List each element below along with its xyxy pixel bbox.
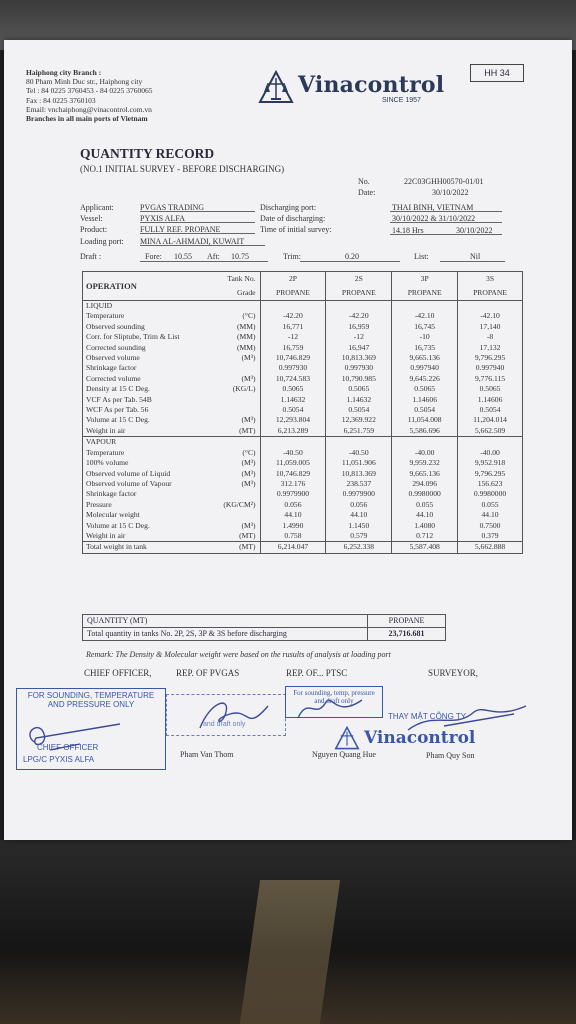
quantity-product: PROPANE bbox=[368, 615, 446, 628]
row-unit: (MT) bbox=[212, 531, 260, 542]
liquid-row bbox=[83, 353, 523, 363]
value-cell: 16,771 bbox=[260, 322, 326, 332]
value-cell: 6,252.338 bbox=[326, 542, 392, 553]
value-cell: -42.10 bbox=[392, 311, 458, 321]
row-unit bbox=[212, 510, 260, 520]
value-cell: 12,293.804 bbox=[260, 415, 326, 425]
quantity-table bbox=[82, 271, 523, 554]
value-cell: 0.056 bbox=[326, 500, 392, 510]
value-cell: 9,796.295 bbox=[458, 469, 523, 479]
discharging-port-label: Discharging port: bbox=[260, 203, 317, 212]
value-cell: 0.379 bbox=[458, 531, 523, 542]
product-label: Product: bbox=[80, 225, 108, 234]
remark-text: Remark: The Density & Molecular weight were based on the rusults of analysis at loading port bbox=[86, 650, 391, 659]
vinacontrol-logo bbox=[258, 70, 445, 109]
value-cell: 9,952.918 bbox=[458, 458, 523, 468]
value-cell: 0.712 bbox=[392, 531, 458, 542]
value-cell: 0.055 bbox=[458, 500, 523, 510]
discharging-port-value: THAI BINH, VIETNAM bbox=[392, 203, 474, 212]
value-cell: 9,645.226 bbox=[392, 374, 458, 384]
value-cell: 238.537 bbox=[326, 479, 392, 489]
grade-cell: PROPANE bbox=[392, 286, 458, 301]
row-unit: (MT) bbox=[212, 542, 260, 553]
value-cell: 16,745 bbox=[392, 322, 458, 332]
no-label: No. bbox=[358, 177, 370, 186]
liquid-row bbox=[83, 322, 523, 332]
discharging-underline bbox=[390, 211, 502, 212]
liquid-row bbox=[83, 395, 523, 405]
row-label: Corr. for Sliptube, Trim & List bbox=[83, 332, 213, 342]
value-cell: 11,054.008 bbox=[392, 415, 458, 425]
row-label: Shrinkage factor bbox=[83, 489, 213, 499]
grade-cell: PROPANE bbox=[260, 286, 326, 301]
value-cell: 9,959.232 bbox=[392, 458, 458, 468]
vapour-row bbox=[83, 458, 523, 468]
value-cell: 0.758 bbox=[260, 531, 326, 542]
pvgas-rep-name: Pham Van Thom bbox=[180, 750, 234, 759]
value-cell: 12,369.922 bbox=[326, 415, 392, 425]
liquid-section bbox=[83, 301, 523, 312]
pvgas-signature bbox=[190, 692, 280, 738]
stamp-vessel: LPG/C PYXIS ALFA bbox=[23, 755, 95, 764]
value-cell: 0.5054 bbox=[326, 405, 392, 415]
branch-address: 80 Pham Minh Duc str., Haiphong city bbox=[26, 77, 143, 87]
stamp-logo-word: Vinacontrol bbox=[364, 728, 476, 748]
row-label: 100% volume bbox=[83, 458, 213, 468]
value-cell: 10,746.829 bbox=[260, 353, 326, 363]
row-label: Shrinkage factor bbox=[83, 363, 213, 373]
rep-ptsc-heading: REP. OF... PTSC bbox=[286, 668, 348, 678]
row-label: Observed volume bbox=[83, 353, 213, 363]
value-cell: 0.579 bbox=[326, 531, 392, 542]
value-cell: 0.997940 bbox=[392, 363, 458, 373]
discharge-date-value: 30/10/2022 & 31/10/2022 bbox=[392, 214, 476, 223]
total-quantity-label: Total quantity in tanks No. 2P, 2S, 3P & 3S before discharging bbox=[83, 628, 368, 641]
vapour-row bbox=[83, 510, 523, 520]
value-cell: 11,204.014 bbox=[458, 415, 523, 425]
value-cell: 9,665.136 bbox=[392, 353, 458, 363]
branch-info bbox=[26, 68, 153, 123]
value-cell: 6,214.047 bbox=[260, 542, 326, 553]
liquid-row bbox=[83, 374, 523, 384]
operation-header: OPERATION bbox=[83, 272, 213, 301]
row-label: Weight in air bbox=[83, 531, 213, 542]
company-stamp-text: THAY MẶT CÔNG TY bbox=[388, 712, 467, 721]
value-cell: 17,132 bbox=[458, 343, 523, 353]
discharge-date-label: Date of discharging: bbox=[260, 214, 326, 223]
total-row bbox=[83, 542, 523, 553]
value-cell: 312.176 bbox=[260, 479, 326, 489]
row-label: Observed volume of Vapour bbox=[83, 479, 213, 489]
date-value: 30/10/2022 bbox=[432, 188, 469, 197]
tank-no-header: Tank No. bbox=[212, 272, 260, 287]
vapour-row bbox=[83, 500, 523, 510]
value-cell: 1.14606 bbox=[392, 395, 458, 405]
row-label: Density at 15 C Deg. bbox=[83, 384, 213, 394]
quantity-header: QUANTITY (MT) bbox=[83, 615, 368, 628]
vessel-underline bbox=[140, 222, 255, 223]
product-underline bbox=[140, 233, 255, 234]
value-cell: 1.1450 bbox=[326, 521, 392, 531]
liquid-row bbox=[83, 343, 523, 353]
row-unit bbox=[212, 363, 260, 373]
vapour-section bbox=[83, 437, 523, 448]
row-unit: (MM) bbox=[212, 322, 260, 332]
row-label: Volume at 15 C Deg. bbox=[83, 521, 213, 531]
branch-fax: Fax : 84 0225 3760103 bbox=[26, 95, 96, 105]
value-cell: 0.9980000 bbox=[458, 489, 523, 499]
row-label: Observed volume of Liquid bbox=[83, 469, 213, 479]
aft-label: Aft: bbox=[207, 252, 220, 261]
value-cell: 10,746.829 bbox=[260, 469, 326, 479]
vapour-row bbox=[83, 469, 523, 479]
value-cell: 10,724.583 bbox=[260, 374, 326, 384]
value-cell: 17,140 bbox=[458, 322, 523, 332]
row-unit bbox=[212, 489, 260, 499]
vapour-section-label: VAPOUR bbox=[83, 437, 213, 448]
value-cell: -42.20 bbox=[260, 311, 326, 321]
value-cell: 0.9979900 bbox=[326, 489, 392, 499]
time-value: 14.18 Hrs bbox=[392, 226, 424, 235]
branch-name: Haiphong city Branch : bbox=[26, 68, 102, 77]
stamp-scales-icon bbox=[334, 726, 360, 750]
value-cell: 9,665.136 bbox=[392, 469, 458, 479]
liquid-row bbox=[83, 363, 523, 373]
row-unit: (°C) bbox=[212, 311, 260, 321]
surveyor-company-stamp bbox=[334, 726, 476, 755]
grade-header: Grade bbox=[212, 286, 260, 301]
value-cell: 0.056 bbox=[260, 500, 326, 510]
value-cell: 44.10 bbox=[326, 510, 392, 520]
scales-icon bbox=[258, 70, 294, 104]
trim-underline bbox=[300, 261, 400, 262]
value-cell: 1.4080 bbox=[392, 521, 458, 531]
value-cell: -40.00 bbox=[458, 448, 523, 458]
loading-underline bbox=[140, 245, 265, 246]
value-cell: 5,662.888 bbox=[458, 542, 523, 553]
value-cell: 10,813.369 bbox=[326, 353, 392, 363]
value-cell: 0.5065 bbox=[260, 384, 326, 394]
row-label: Weight in air bbox=[83, 426, 213, 437]
trim-label: Trim: bbox=[283, 252, 301, 261]
grade-cell: PROPANE bbox=[458, 286, 523, 301]
value-cell: 16,959 bbox=[326, 322, 392, 332]
stamp-line-2: AND PRESSURE ONLY bbox=[47, 700, 135, 709]
row-unit: (MM) bbox=[212, 343, 260, 353]
fore-value: 10.55 bbox=[174, 252, 192, 261]
value-cell: 5,587.408 bbox=[392, 542, 458, 553]
value-cell: -42.20 bbox=[326, 311, 392, 321]
applicant-value: PVGAS TRADING bbox=[140, 203, 205, 212]
value-cell: 0.7500 bbox=[458, 521, 523, 531]
aft-value: 10.75 bbox=[231, 252, 249, 261]
liquid-row bbox=[83, 332, 523, 342]
applicant-underline bbox=[140, 211, 255, 212]
pvgas-stamp-note: and draft only bbox=[203, 721, 246, 728]
page-title: QUANTITY RECORD bbox=[80, 146, 215, 161]
branch-email: Email: vnchaiphong@vinacontrol.com.vn bbox=[26, 104, 152, 114]
chief-officer-heading: CHIEF OFFICER, bbox=[84, 668, 152, 678]
logo-since: SINCE 1957 bbox=[382, 97, 421, 104]
document-code-box: HH 34 bbox=[470, 64, 524, 82]
value-cell: 0.5054 bbox=[392, 405, 458, 415]
row-label: Temperature bbox=[83, 448, 213, 458]
list-value: Nil bbox=[470, 252, 481, 261]
value-cell: 10,813.369 bbox=[326, 469, 392, 479]
branch-ports: Branches in all main ports of Vietnam bbox=[26, 114, 148, 124]
value-cell: 44.10 bbox=[458, 510, 523, 520]
liquid-section-label: LIQUID bbox=[83, 301, 213, 312]
value-cell: -40.50 bbox=[260, 448, 326, 458]
value-cell: 0.997930 bbox=[260, 363, 326, 373]
value-cell: -12 bbox=[326, 332, 392, 342]
date-label: Date: bbox=[358, 188, 376, 197]
time-label: Time of initial survey: bbox=[260, 225, 332, 234]
page-subtitle: (NO.1 INITIAL SURVEY - BEFORE DISCHARGING) bbox=[80, 164, 285, 174]
value-cell: 1.4990 bbox=[260, 521, 326, 531]
value-cell: 0.5065 bbox=[392, 384, 458, 394]
row-unit: (MT) bbox=[212, 426, 260, 437]
discharge-date-underline bbox=[390, 222, 502, 223]
value-cell: 1.14606 bbox=[458, 395, 523, 405]
value-cell: 6,213.289 bbox=[260, 426, 326, 437]
row-label: Observed sounding bbox=[83, 322, 213, 332]
ptsc-rep-name: Nguyen Quang Hue bbox=[312, 750, 376, 759]
row-label: Corrected volume bbox=[83, 374, 213, 384]
value-cell: 0.055 bbox=[392, 500, 458, 510]
ptsc-stamp-line-1: For sounding, temp, pressure bbox=[293, 689, 375, 697]
value-cell: 11,051.906 bbox=[326, 458, 392, 468]
table-header-row-1 bbox=[83, 272, 523, 287]
row-label: Temperature bbox=[83, 311, 213, 321]
liquid-row bbox=[83, 405, 523, 415]
rep-pvgas-heading: REP. OF PVGAS bbox=[176, 668, 240, 678]
row-unit: (M³) bbox=[212, 479, 260, 489]
row-unit: (KG/L) bbox=[212, 384, 260, 394]
row-unit: (M³) bbox=[212, 521, 260, 531]
draft-underline bbox=[140, 261, 268, 262]
ptsc-stamp-line-2: and draft only bbox=[314, 697, 354, 705]
value-cell: -42.10 bbox=[458, 311, 523, 321]
value-cell: -40.50 bbox=[326, 448, 392, 458]
vapour-row bbox=[83, 521, 523, 531]
value-cell: 0.9980000 bbox=[392, 489, 458, 499]
row-label: Corrected sounding bbox=[83, 343, 213, 353]
value-cell: 0.9979900 bbox=[260, 489, 326, 499]
no-value: 22C03GHH00570-01/01 bbox=[404, 177, 484, 186]
value-cell: 0.5065 bbox=[458, 384, 523, 394]
row-unit: (°C) bbox=[212, 448, 260, 458]
value-cell: 1.14632 bbox=[260, 395, 326, 405]
value-cell: 0.5054 bbox=[458, 405, 523, 415]
vapour-row bbox=[83, 489, 523, 499]
row-unit: (M³) bbox=[212, 469, 260, 479]
value-cell: 9,776.115 bbox=[458, 374, 523, 384]
value-cell: 5,586.696 bbox=[392, 426, 458, 437]
row-unit: (M³) bbox=[212, 353, 260, 363]
value-cell: 16,759 bbox=[260, 343, 326, 353]
time-date: 30/10/2022 bbox=[456, 226, 493, 235]
value-cell: -10 bbox=[392, 332, 458, 342]
liquid-row bbox=[83, 426, 523, 437]
value-cell: 9,796.295 bbox=[458, 353, 523, 363]
value-cell: 44.10 bbox=[392, 510, 458, 520]
trim-value: 0.20 bbox=[345, 252, 359, 261]
vessel-value: PYXIS ALFA bbox=[140, 214, 185, 223]
value-cell: 0.5065 bbox=[326, 384, 392, 394]
quantity-summary bbox=[82, 614, 446, 641]
stamp-officer: CHIEF OFFICER bbox=[37, 743, 99, 752]
tank-header: 3S bbox=[458, 272, 523, 287]
row-label: Molecular weight bbox=[83, 510, 213, 520]
row-label: VCF As per Tab. 54B bbox=[83, 395, 213, 405]
row-unit: (M³) bbox=[212, 458, 260, 468]
value-cell: -12 bbox=[260, 332, 326, 342]
value-cell: 10,790.985 bbox=[326, 374, 392, 384]
vapour-row bbox=[83, 448, 523, 458]
row-unit bbox=[212, 395, 260, 405]
value-cell: 11,059.005 bbox=[260, 458, 326, 468]
stamp-line-1: FOR SOUNDING, TEMPERATURE bbox=[27, 691, 155, 700]
value-cell: 1.14632 bbox=[326, 395, 392, 405]
surveyor-signature bbox=[404, 700, 534, 740]
value-cell: 0.997940 bbox=[458, 363, 523, 373]
loading-port-value: MINA AL-AHMADI, KUWAIT bbox=[140, 237, 245, 246]
tank-header: 3P bbox=[392, 272, 458, 287]
value-cell: 156.623 bbox=[458, 479, 523, 489]
surveyor-heading: SURVEYOR, bbox=[428, 668, 479, 678]
draft-label: Draft : bbox=[80, 252, 102, 261]
chief-officer-signature bbox=[20, 712, 140, 758]
row-unit: (MM) bbox=[212, 332, 260, 342]
time-underline bbox=[390, 234, 502, 235]
row-unit: (KG/CM²) bbox=[212, 500, 260, 510]
fore-label: Fore: bbox=[145, 252, 162, 261]
tank-header: 2S bbox=[326, 272, 392, 287]
applicant-label: Applicant: bbox=[80, 203, 114, 212]
liquid-row bbox=[83, 384, 523, 394]
value-cell: 6,251.759 bbox=[326, 426, 392, 437]
value-cell: -8 bbox=[458, 332, 523, 342]
value-cell: 0.997930 bbox=[326, 363, 392, 373]
logo-wordmark: Vinacontrol bbox=[298, 72, 445, 98]
vapour-row bbox=[83, 531, 523, 542]
branch-tel: Tel : 84 0225 3760453 - 84 0225 3760065 bbox=[26, 86, 153, 96]
value-cell: 16,947 bbox=[326, 343, 392, 353]
surveyor-name: Pham Quy Son bbox=[426, 751, 475, 760]
grade-cell: PROPANE bbox=[326, 286, 392, 301]
value-cell: 5,662.509 bbox=[458, 426, 523, 437]
value-cell: 294.096 bbox=[392, 479, 458, 489]
row-label: WCF As per Tab. 56 bbox=[83, 405, 213, 415]
value-cell: 0.5054 bbox=[260, 405, 326, 415]
liquid-row bbox=[83, 415, 523, 425]
value-cell: -40.00 bbox=[392, 448, 458, 458]
liquid-row bbox=[83, 311, 523, 321]
value-cell: 16,735 bbox=[392, 343, 458, 353]
value-cell: 44.10 bbox=[260, 510, 326, 520]
list-label: List: bbox=[414, 252, 429, 261]
vapour-row bbox=[83, 479, 523, 489]
row-label: Total weight in tank bbox=[83, 542, 213, 553]
product-value: FULLY REF. PROPANE bbox=[140, 225, 221, 234]
row-unit: (M³) bbox=[212, 374, 260, 384]
tank-header: 2P bbox=[260, 272, 326, 287]
ptsc-signature bbox=[292, 694, 372, 724]
vessel-label: Vessel: bbox=[80, 214, 103, 223]
row-unit: (M³) bbox=[212, 415, 260, 425]
list-underline bbox=[440, 261, 505, 262]
row-label: Pressure bbox=[83, 500, 213, 510]
total-quantity-value: 23,716.681 bbox=[368, 628, 446, 641]
row-label: Volume at 15 C Deg. bbox=[83, 415, 213, 425]
row-unit bbox=[212, 405, 260, 415]
loading-port-label: Loading port: bbox=[80, 237, 124, 246]
